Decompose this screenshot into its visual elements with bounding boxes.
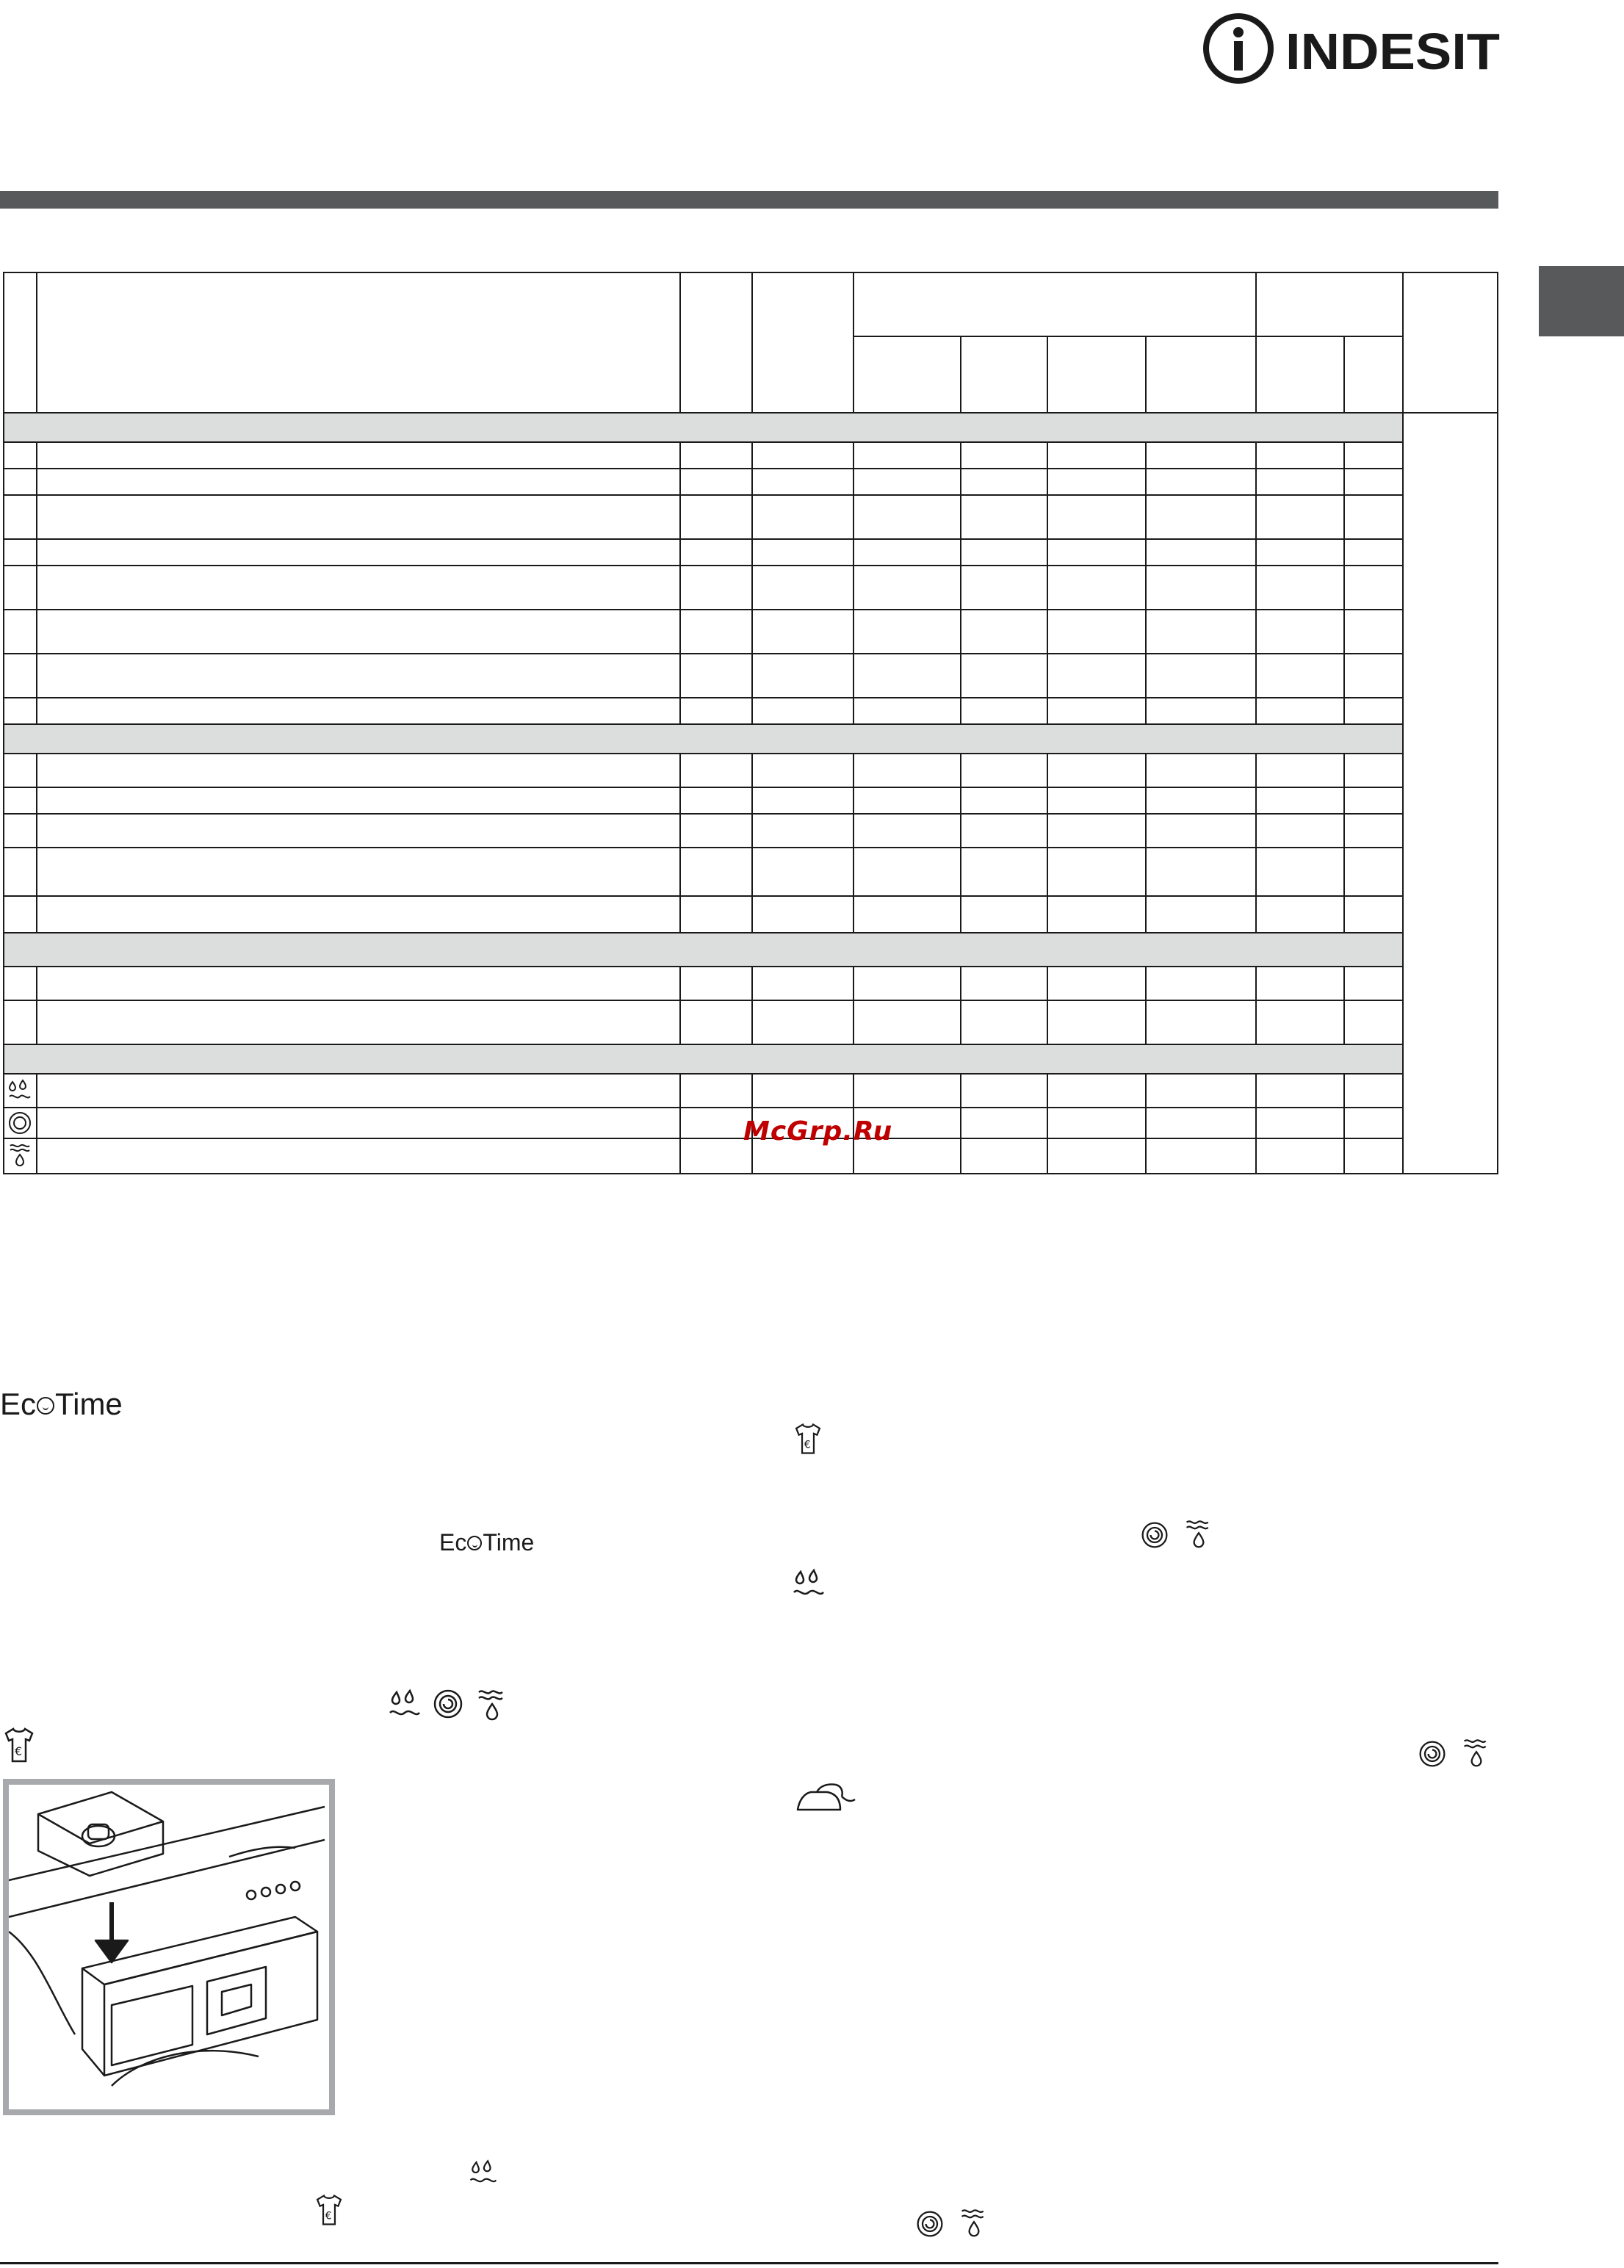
eco-shirt-icon (314, 2193, 344, 2227)
indesit-logo (1202, 12, 1503, 85)
ecotime-prefix: Ec (439, 1529, 467, 1556)
drain-icon (476, 1688, 508, 1723)
programme-table (3, 272, 1498, 1175)
brand-wordmark: INDESIT (1285, 23, 1500, 80)
table-border (4, 272, 1498, 1174)
table-section-band (3, 933, 1403, 967)
spin-icon (915, 2209, 945, 2239)
svg-text:€: € (15, 1744, 23, 1758)
footer-rule (0, 2262, 1498, 2264)
drain-icon (1184, 1517, 1213, 1551)
drain-icon (959, 2206, 989, 2240)
svg-text:€: € (804, 1439, 811, 1451)
ecotime-heading (0, 1387, 123, 1422)
language-tab (1539, 266, 1624, 336)
table-section-band (3, 724, 1403, 754)
ecotime-leaf-icon (467, 1536, 482, 1550)
stain-removal-icon (10, 1080, 30, 1097)
down-arrow-icon (95, 1902, 128, 1962)
watermark: McGrp.Ru (743, 1116, 893, 1146)
drain-icon (1462, 1736, 1491, 1770)
svg-text:€: € (325, 2210, 332, 2222)
spin-icon (10, 1113, 30, 1133)
ecotime-suffix: Time (55, 1387, 123, 1421)
stain-removal-icon (469, 2158, 498, 2187)
indesit-logo-icon (1206, 16, 1271, 81)
eco-shirt-icon (793, 1422, 823, 1456)
stain-removal-icon (792, 1567, 826, 1600)
ecotime-leaf-icon (37, 1397, 54, 1415)
drain-icon (10, 1145, 29, 1166)
spin-icon (432, 1688, 464, 1720)
header-rule (0, 191, 1498, 209)
table-section-band (3, 1044, 1403, 1074)
easy-iron-icon (795, 1782, 858, 1814)
eco-shirt-icon (3, 1726, 35, 1764)
ecotime-inline (439, 1529, 534, 1556)
table-section-band (3, 413, 1403, 442)
ecotime-prefix: Ec (0, 1387, 37, 1421)
stain-removal-icon (388, 1688, 422, 1720)
spin-icon (1418, 1739, 1447, 1769)
spin-icon (1140, 1520, 1169, 1550)
ecotime-suffix: Time (483, 1529, 535, 1556)
detergent-dispenser-illustration (3, 1779, 335, 2115)
